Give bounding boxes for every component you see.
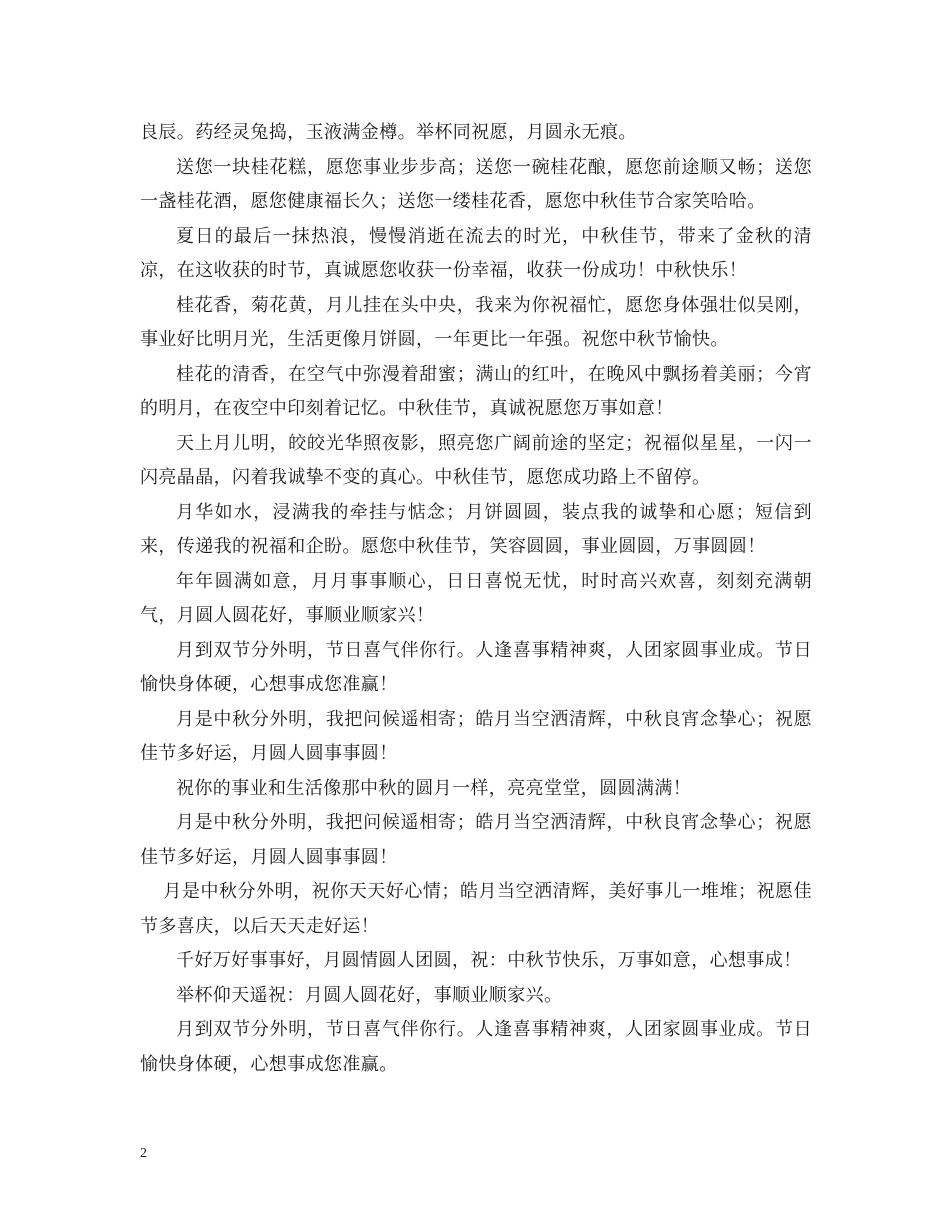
paragraph: 月华如水，浸满我的牵挂与惦念；月饼圆圆，装点我的诚挚和心愿；短信到来，传递我的祝福和企盼。愿您中秋佳节，笑容圆圆，事业圆圆，万事圆圆！ <box>140 501 812 557</box>
document-body <box>140 116 812 1082</box>
paragraph: 月到双节分外明，节日喜气伴你行。人逢喜事精神爽，人团家圆事业成。节日愉快身体硬，心想事成您准赢！ <box>140 639 812 695</box>
paragraph: 送您一块桂花糕，愿您事业步步高；送您一碗桂花酿，愿您前途顺又畅；送您一盏桂花酒，愿您健康福长久；送您一缕桂花香，愿您中秋佳节合家笑哈哈。 <box>140 156 812 212</box>
paragraph: 桂花香，菊花黄，月儿挂在头中央，我来为你祝福忙，愿您身体强壮似吴刚，事业好比明月光，生活更像月饼圆，一年更比一年强。祝您中秋节愉快。 <box>140 294 812 350</box>
paragraph: 天上月儿明，皎皎光华照夜影，照亮您广阔前途的坚定；祝福似星星，一闪一闪亮晶晶，闪着我诚挚不变的真心。中秋佳节，愿您成功路上不留停。 <box>140 432 812 488</box>
paragraph: 月是中秋分外明，我把问候遥相寄；皓月当空洒清辉，中秋良宵念挚心；祝愿佳节多好运，月圆人圆事事圆！ <box>140 708 812 764</box>
paragraph: 桂花的清香，在空气中弥漫着甜蜜；满山的红叶，在晚风中飘扬着美丽；今宵的明月，在夜空中印刻着记忆。中秋佳节，真诚祝愿您万事如意！ <box>140 363 812 419</box>
paragraph: 良辰。药经灵兔捣，玉液满金樽。举杯同祝愿，月圆永无痕。 <box>140 122 637 143</box>
paragraph: 举杯仰天遥祝：月圆人圆花好，事顺业顺家兴。 <box>176 984 563 1006</box>
paragraph: 千好万好事事好，月圆情圆人团圆，祝：中秋节快乐，万事如意，心想事成！ <box>176 950 802 971</box>
paragraph: 月到双节分外明，节日喜气伴你行。人逢喜事精神爽，人团家圆事业成。节日愉快身体硬，心想事成您准赢。 <box>140 1019 812 1075</box>
paragraph: 祝你的事业和生活像那中秋的圆月一样，亮亮堂堂，圆圆满满！ <box>176 777 692 799</box>
page-number: 2 <box>140 1146 147 1161</box>
paragraph: 夏日的最后一抹热浪，慢慢消逝在流去的时光，中秋佳节，带来了金秋的清凉，在这收获的时节，真诚愿您收获一份幸福，收获一份成功！中秋快乐！ <box>140 225 812 281</box>
paragraph: 年年圆满如意，月月事事顺心，日日喜悦无忧，时时高兴欢喜，刻刻充满朝气，月圆人圆花好，事顺业顺家兴！ <box>140 570 812 626</box>
paragraph: 月是中秋分外明，祝你天天好心情；皓月当空洒清辉，美好事儿一堆堆；祝愿佳节多喜庆，以后天天走好运！ <box>140 881 812 937</box>
paragraph: 月是中秋分外明，我把问候遥相寄；皓月当空洒清辉，中秋良宵念挚心；祝愿佳节多好运，月圆人圆事事圆！ <box>140 812 812 868</box>
